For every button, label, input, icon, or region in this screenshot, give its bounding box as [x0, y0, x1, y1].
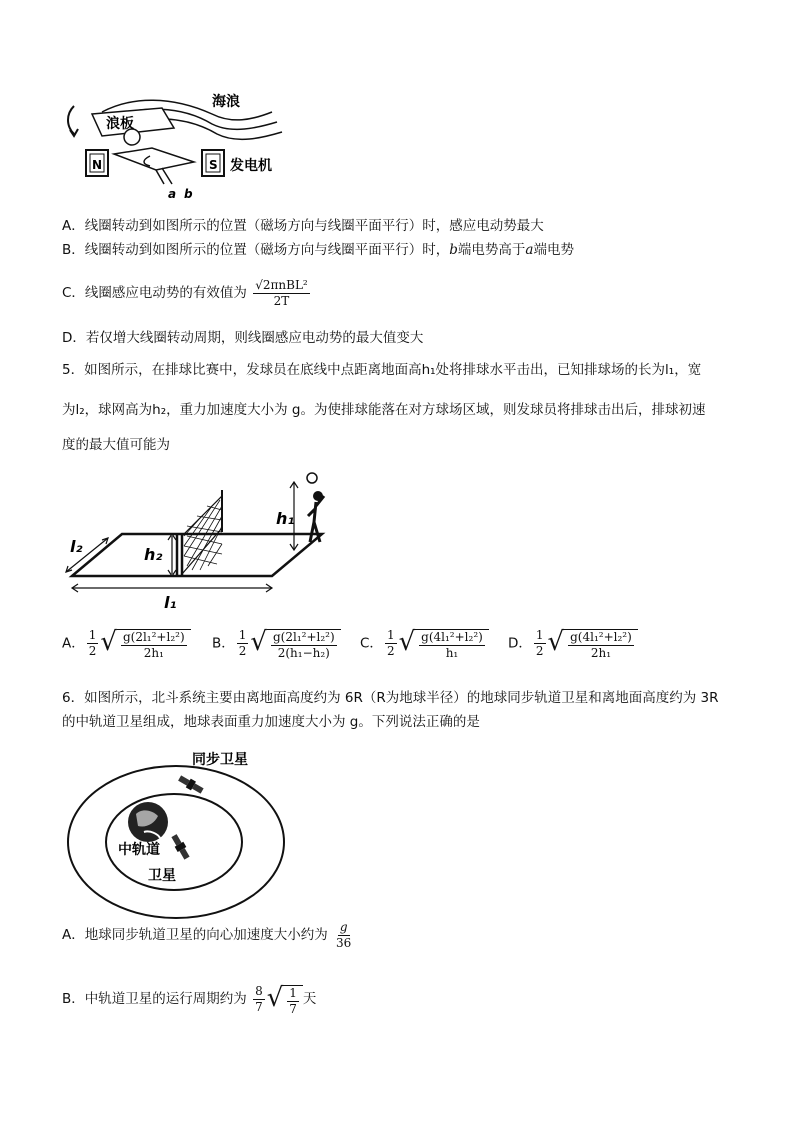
q5-option-c-sqrt: √ $\frac{\text{g(4l₁²+l₂²)}}{\text{h₁}}$ [399, 626, 489, 661]
q5-option-a-half-num: 1 [88, 628, 97, 642]
q5-option-b-half-num: 1 [238, 628, 247, 642]
q4-option-c-text: C．线圈感应电动势的有效值为 [62, 285, 247, 301]
q6-option-b-rden: 7 [289, 1001, 297, 1016]
q5-option-b-sqrt: √ $\frac{\text{g(2l₁²+l₂²)}}{\text{2(h₁−h₂)}}$ [250, 626, 340, 661]
q4-option-b [62, 240, 574, 260]
q5-option-a-half [87, 628, 99, 659]
q5-option-a-half-den: 2 [88, 644, 97, 658]
q5-option-c [360, 626, 489, 661]
q6-option-b-num: 8 [255, 983, 263, 998]
q6-stem-line1: 6．如图所示，北斗系统主要由离地面高度约为 6R（R为地球半径）的地球同步轨道卫星和离地面高度约为 3R [62, 690, 719, 706]
mid-orbit-label-2: 卫星 [148, 868, 176, 884]
q5-option-b-label: B． [212, 635, 235, 652]
q6-option-b [62, 980, 316, 1018]
q5-option-b-den: 2(h₁−h₂) [277, 646, 330, 660]
terminal-a-label: a [168, 187, 177, 201]
generator-label: 发电机 [230, 158, 272, 174]
q6-option-b-den: 7 [255, 999, 263, 1014]
q5-option-d-half-num: 1 [535, 628, 544, 642]
q4-option-c-den: 2T [273, 293, 290, 308]
q5-option-d-half [534, 628, 546, 659]
q5-option-d-label: D． [508, 635, 532, 652]
q6-option-b-rnum: 1 [289, 985, 297, 1000]
q5-option-c-half [385, 628, 397, 659]
q4-option-b-var-a: a [525, 242, 534, 258]
q4-option-c-num: √2πnBL² [255, 277, 308, 292]
q6-option-b-sqrt: √ $\frac{1}{7}$ [267, 982, 303, 1017]
q5-option-a [62, 626, 191, 661]
sync-satellite-label: 同步卫星 [192, 752, 248, 768]
q5-option-a-num: g(2l₁²+l₂²) [122, 630, 185, 644]
terminal-b-label: b [184, 187, 193, 201]
mid-orbit-label-1: 中轨道 [118, 842, 160, 858]
q4-option-b-mid: 端电势高于 [457, 242, 526, 258]
q4-option-a: A．线圈转动到如图所示的位置（磁场方向与线圈平面平行）时，感应电动势最大 [62, 218, 544, 234]
q5-option-c-den: h₁ [445, 646, 459, 660]
serve-height-label: h₁ [276, 509, 295, 528]
court-length-label: l₁ [164, 593, 177, 612]
q5-option-d-num: g(4l₁²+l₂²) [570, 630, 632, 644]
court-width-label: l₂ [70, 537, 83, 556]
q5-option-a-sqrt: √ $\frac{\text{g(2l₁²+l₂²)}}{\text{2h₁}}$ [100, 626, 190, 661]
volleyball-court-figure [62, 466, 352, 614]
q4-option-c [62, 274, 312, 312]
sync-satellite-icon [177, 774, 205, 796]
q5-option-c-label: C． [360, 635, 383, 652]
q6-option-b-text: B．中轨道卫星的运行周期约为 [62, 991, 247, 1007]
q5-option-c-num: g(4l₁²+l₂²) [421, 630, 483, 644]
q5-option-a-den: 2h₁ [143, 646, 164, 660]
q5-stem-line3: 度的最大值可能为 [62, 437, 170, 453]
wave-generator-figure [62, 92, 292, 202]
q4-option-b-var-b: b [449, 242, 458, 258]
q5-option-d [508, 626, 638, 661]
q5-option-d-half-den: 2 [535, 644, 544, 658]
q6-option-b-fraction [253, 984, 265, 1015]
board-label: 浪板 [106, 116, 134, 132]
q6-stem-line2: 的中轨道卫星组成，地球表面重力加速度大小为 g。下列说法正确的是 [62, 714, 480, 730]
q4-option-b-text: B．线圈转动到如图所示的位置（磁场方向与线圈平面平行）时， [62, 242, 450, 258]
q6-option-a-fraction [334, 920, 353, 951]
q5-stem-line2: 为l₂，球网高为h₂，重力加速度大小为 g。为使排球能落在对方球场区域，则发球员将排球击出后，排球初速 [62, 402, 706, 418]
magnet-n-label: N [92, 158, 103, 172]
q5-option-c-half-num: 1 [386, 628, 395, 642]
q5-option-d-sqrt: √ $\frac{\text{g(4l₁²+l₂²)}}{\text{2h₁}}$ [548, 626, 638, 661]
net-height-label: h₂ [144, 545, 163, 564]
q4-option-c-fraction [253, 278, 310, 309]
q4-option-b-end: 端电势 [533, 242, 574, 258]
q5-option-a-label: A． [62, 635, 85, 652]
q5-option-b-num: g(2l₁²+l₂²) [272, 630, 335, 644]
q6-option-a-text: A．地球同步轨道卫星的向心加速度大小约为 [62, 927, 328, 943]
q5-stem-line1: 5．如图所示，在排球比赛中，发球员在底线中点距离地面高h₁处将排球水平击出，已知排球场的长为l₁，宽 [62, 362, 702, 378]
q5-option-c-half-den: 2 [386, 644, 395, 658]
q5-option-b-half-den: 2 [238, 644, 247, 658]
q6-option-b-unit: 天 [302, 991, 317, 1007]
q6-option-a [62, 916, 355, 954]
satellite-orbit-figure [62, 744, 302, 924]
q6-option-a-den: 36 [336, 935, 352, 950]
q5-option-b [212, 626, 341, 661]
q4-option-d: D．若仅增大线圈转动周期，则线圈感应电动势的最大值变大 [62, 330, 424, 346]
magnet-s-label: S [209, 158, 218, 172]
wave-label: 海浪 [212, 94, 240, 110]
q6-option-a-num: g [339, 919, 348, 934]
q5-option-b-half [237, 628, 249, 659]
mid-orbit-satellite-icon [170, 833, 192, 861]
q5-option-d-den: 2h₁ [590, 646, 612, 660]
